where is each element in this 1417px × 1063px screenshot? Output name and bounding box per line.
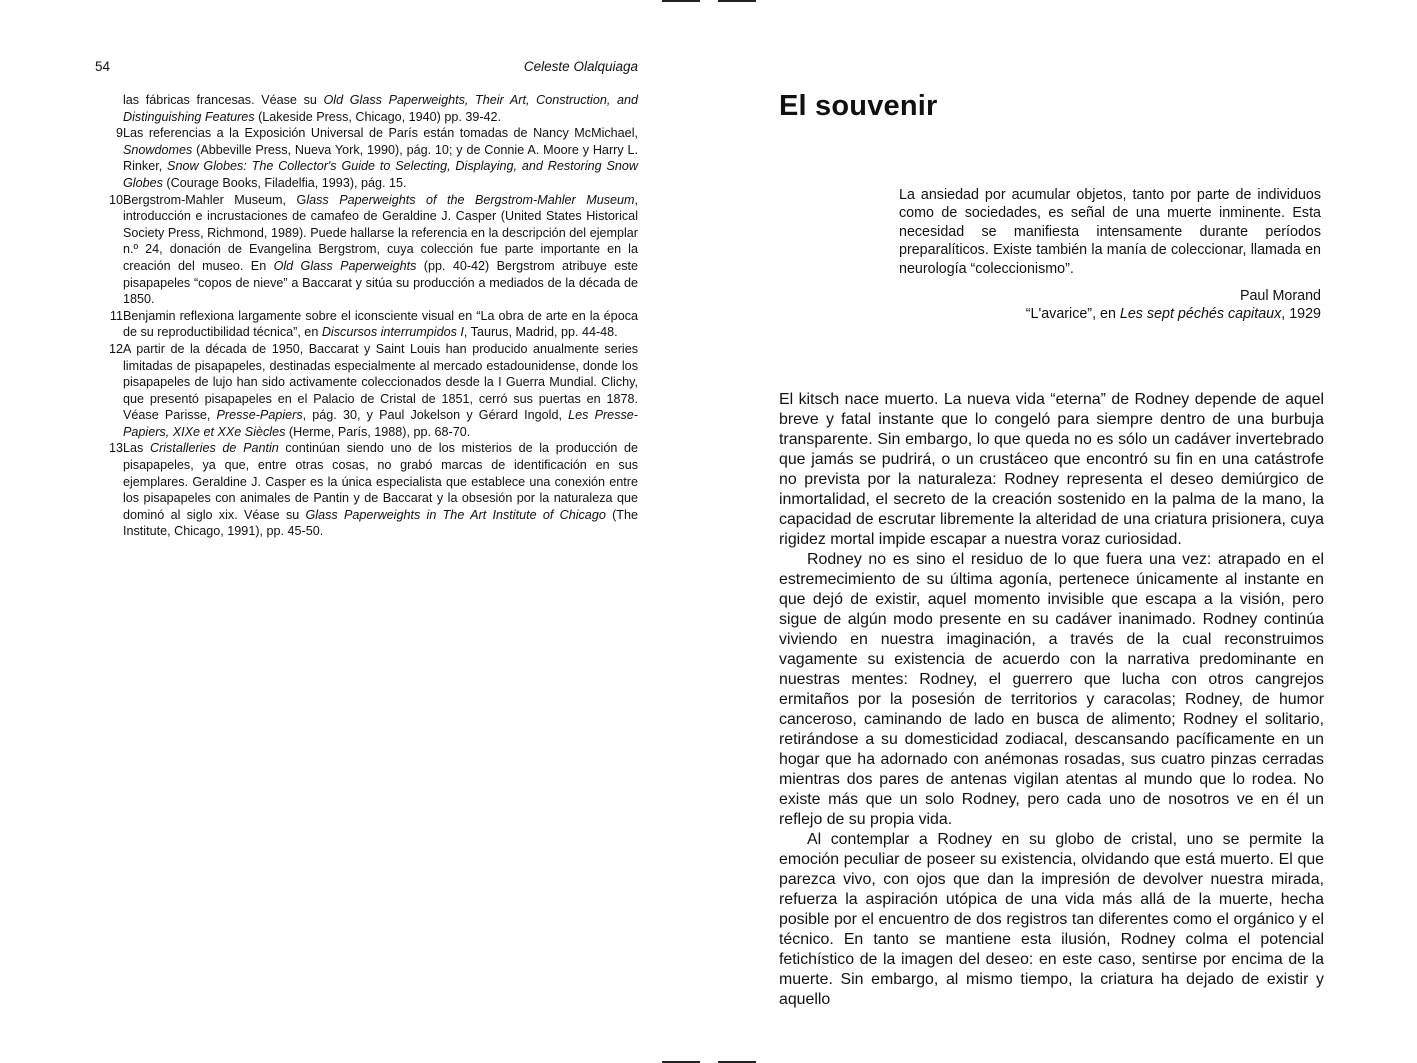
endnote-text: (Lakeside Press, Chicago, 1940) pp. 39-42. [254, 109, 502, 124]
endnote-title: Les Presse-Papiers, XIXe et XXe Siècles [123, 408, 638, 439]
endnote [95, 440, 638, 540]
endnote-title: Presse-Papiers [216, 408, 303, 423]
endnote-text: (pp. 40-42) Bergstrom atribuye este pisapapeles “copos de nieve” a Baccarat y sitúa su producción a mediados de la década de 1850. [123, 258, 638, 307]
running-head-author: Celeste Olalquiaga [523, 59, 638, 74]
endnote-title: Snowdomes [123, 142, 193, 157]
body-paragraph: El kitsch nace muerto. La nueva vida “eterna” de Rodney depende de aquel breve y fatal instante que lo congeló para siempre dentro de una burbuja transparente. Sin embargo, lo que queda no es sólo un cadáver invertebrado que jamás se pudrirá, o un crustáceo que encontró su fin en una catástrofe no prevista por la naturaleza: Rodney representa el deseo demiúrgico de inmortalidad, el secreto de la creación sostenido en la palma de la mano, la capacidad de escrutar libremente la alteridad de una criatura prisionera, cuya rigidez mortal impide escapar a nuestra voraz curiosidad. [779, 391, 1324, 548]
chapter-title: El souvenir [779, 90, 938, 122]
endnote-title: lass Paperweights of the Bergstrom-Mahler Museum [306, 192, 635, 207]
endnote [95, 125, 638, 191]
endnote-text: (Herme, París, 1988), pp. 68-70. [285, 424, 471, 439]
endnote [95, 341, 638, 441]
endnote-text: , pág. 30, y Paul Jokelson y Gérard Ingold, [302, 408, 569, 423]
epigraph-text: La ansiedad por acumular objetos, tanto por parte de individuos como de sociedades, es señal de una muerte inminente. Esta necesidad se manifiesta intensamente durante períodos preparalíticos. Existe también la manía de coleccionar, llamada en neurología “coleccionismo”. [899, 187, 1321, 277]
endnote-title: Old Glass Paperweights, Their Art, Construction, and Distinguishing Features [123, 93, 638, 124]
endnote-number: 13 [108, 441, 123, 456]
endnote-text: Las referencias a la Exposición Universal de París están tomadas de Nancy McMichael, [123, 126, 638, 141]
crop-mark [662, 0, 700, 2]
endnote-title: Glass Paperweights in The Art Institute of Chicago [305, 507, 606, 522]
endnote-title: Cristalleries de Pantin [149, 441, 279, 456]
endnote-text: , Taurus, Madrid, pp. 44-48. [463, 325, 618, 340]
body-text [779, 390, 1324, 1010]
endnote-text: continúan siendo uno de los misterios de la producción de pisapapeles, ya que, entre otras cosas, no grabó marcas de identificación en sus ejemplares. Geraldine J. Casper es la única especialista que establece una conexión entre los pisapapeles con animales de Pantin y de Baccarat y la obsesión por la naturaleza que dominó al siglo xix. Véase su [123, 441, 638, 522]
body-paragraph: Rodney no es sino el residuo de lo que fuera una vez: atrapado en el estremecimiento de su última agonía, pertenece únicamente al instante en que dejó de existir, aquel momento invisible que escapa a la visión, pero sigue de algún modo presente en su cadáver inanimado. Rodney continúa viviendo en nuestra imaginación, a través de la cual reconstruimos vagamente su existencia de acuerdo con la narrativa predominante en nuestras mentes: Rodney, el guerrero que lucha con otros cangrejos ermitaños por la posesión de territorios y caracolas; Rodney, de humor canceroso, caminando de lado en busca de alimento; Rodney el solitario, retirándose a su domesticidad zodiacal, descansando pacíficamente en un hogar que ha adornado con anémonas rosadas, sus cuatro pinzas cerradas mientras dos pares de antenas vigilan atentas al mundo que lo rodea. No existe más que un solo Rodney, pero cada uno de nosotros ve en él un reflejo de su propia vida. [779, 551, 1324, 828]
endnote-text: , introducción e incrustaciones de camafeo de Geraldine J. Casper (United States Historical Society Press, Richmond, 1989). Puede hallarse la referencia en la descripción del ejemplar n.º 24, donación de Evangelina Bergstrom, cuya colección fue parte importante en la creación del museo. En [123, 192, 638, 273]
endnote-title: Old Glass Paperweights [273, 258, 417, 273]
page-number: 54 [95, 59, 111, 74]
endnote [95, 92, 638, 125]
endnote [95, 308, 638, 341]
running-head [95, 59, 638, 74]
crop-mark [718, 0, 756, 2]
epigraph-author: Paul Morand [1239, 288, 1321, 304]
endnote-text: A partir de la década de 1950, Baccarat y Saint Louis han producido anualmente series limitadas de pisapapeles, destinadas especialmente al mercado estadounidense, donde los pisapapeles de lujo han sido activamente coleccionados desde la I Guerra Mundial. Clichy, que presentó pisapapeles en el Palacio de Cristal de 1851, cerró sus puertas en 1878. Véase Parisse, [123, 341, 638, 423]
body-paragraph: Al contemplar a Rodney en su globo de cristal, uno se permite la emoción peculiar de poseer su existencia, olvidando que está muerto. El que parezca vivo, con ojos que dan la impresión de devolver nuestra mirada, refuerza la aspiración utópica de una vida más allá de la muerte, hecha posible por el encuentro de dos registros tan diferentes como el orgánico y el técnico. En tanto se mantiene esta ilusión, Rodney colma el potencial fetichístico de la imagen del deseo: en este caso, sentirse por encima de la muerte. Sin embargo, al mismo tiempo, la criatura ha dejado de existir y aquello [779, 831, 1324, 1008]
endnote-text: (Courage Books, Filadelfia, 1993), pág. 15. [162, 175, 407, 190]
epigraph-attribution [899, 287, 1321, 324]
endnote-number: 9 [115, 126, 123, 141]
endnote-text: Benjamin reflexiona largamente sobre el iconsciente visual en “La obra de arte en la época de su reproductibilidad técnica”, en [123, 308, 638, 340]
endnote-text: (Abbeville Press, Nueva York, 1990), pág. 10; y de Connie A. Moore y Harry L. Rinker, [123, 142, 638, 174]
endnote-text: las fábricas francesas. Véase su [123, 93, 324, 107]
endnote-number: 12 [108, 341, 123, 356]
endnote-text: Bergstrom-Mahler Museum, G [123, 192, 307, 207]
endnote-title: Snow Globes: The Collector's Guide to Selecting, Displaying, and Restoring Snow Globes [123, 159, 638, 190]
endnote-text: (The Institute, Chicago, 1991), pp. 45-50. [123, 507, 638, 539]
epigraph-source: “L'avarice”, en Les sept péchés capitaux, 1929 [1025, 306, 1321, 323]
endnote [95, 192, 638, 308]
endnote-number: 11 [109, 308, 123, 323]
endnote-title: Discursos interrumpidos I [321, 325, 464, 340]
endnote-number: 10 [108, 192, 123, 207]
endnote-text: Las [123, 441, 150, 456]
endnotes [95, 92, 638, 540]
